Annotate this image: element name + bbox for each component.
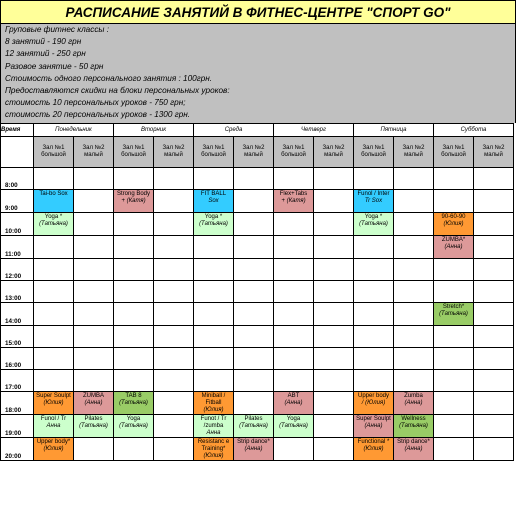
empty-cell: [314, 415, 354, 438]
empty-cell: [274, 213, 314, 236]
day-header: Пятница: [354, 124, 434, 137]
empty-cell: [34, 370, 74, 392]
empty-cell: [314, 303, 354, 326]
class-cell[interactable]: [434, 236, 474, 259]
hall-1-header: Зал №1 большой: [34, 137, 74, 168]
class-trainer: (Анна): [444, 244, 463, 250]
empty-cell: [74, 236, 114, 259]
empty-cell: [274, 236, 314, 259]
class-cell[interactable]: [274, 392, 314, 415]
empty-cell: [154, 213, 194, 236]
class-cell[interactable]: [394, 392, 434, 415]
empty-cell: [114, 348, 154, 370]
class-trainer: (Анна): [284, 400, 303, 406]
class-trainer: (Татьяна): [39, 221, 68, 227]
time-slot: 14:00: [1, 303, 34, 326]
class-trainer: (Анна): [84, 400, 103, 406]
empty-cell: [314, 370, 354, 392]
empty-cell: [74, 438, 114, 461]
empty-cell: [194, 326, 234, 348]
time-slot: 18:00: [1, 392, 34, 415]
empty-cell: [234, 326, 274, 348]
empty-cell: [474, 348, 514, 370]
empty-cell: [154, 392, 194, 415]
empty-cell: [474, 303, 514, 326]
pricing-line: 8 занятий - 190 грн: [5, 37, 82, 47]
empty-cell: [434, 259, 474, 281]
empty-cell: [474, 190, 514, 213]
empty-cell: [234, 281, 274, 303]
hall-1-header: Зал №1 большой: [274, 137, 314, 168]
class-name: Strip dance*: [397, 439, 430, 445]
empty-cell: [194, 303, 234, 326]
empty-cell: [434, 326, 474, 348]
class-cell[interactable]: [34, 190, 74, 213]
class-cell[interactable]: [194, 415, 234, 438]
empty-cell: [34, 236, 74, 259]
class-name: Resistanc e Training*: [197, 439, 230, 452]
class-trainer: (Юлия): [363, 446, 384, 452]
empty-cell: [314, 438, 354, 461]
empty-cell: [314, 168, 354, 190]
empty-cell: [474, 392, 514, 415]
day-header: Среда: [194, 124, 274, 137]
class-trainer: Анна: [206, 430, 221, 436]
pricing-line: стоимость 20 персональных уроков - 1300 грн.: [5, 110, 191, 120]
class-name: TAB 8: [125, 393, 142, 399]
empty-cell: [194, 168, 234, 190]
class-name: Stretch*: [442, 304, 465, 310]
empty-cell: [74, 370, 114, 392]
empty-cell: [354, 348, 394, 370]
class-trainer: + (Катя): [281, 198, 306, 204]
empty-cell: [114, 213, 154, 236]
empty-cell: [274, 259, 314, 281]
class-trainer: (Татьяна): [119, 400, 148, 406]
class-cell[interactable]: [34, 392, 74, 415]
empty-cell: [314, 348, 354, 370]
empty-cell: [314, 236, 354, 259]
hall-2-header: Зал №2 малый: [314, 137, 354, 168]
hall-1-header: Зал №1 большой: [434, 137, 474, 168]
empty-cell: [394, 303, 434, 326]
empty-cell: [234, 348, 274, 370]
day-header: Суббота: [434, 124, 514, 137]
class-cell[interactable]: [354, 438, 394, 461]
class-name: Super Soulpt: [36, 393, 71, 399]
empty-cell: [74, 190, 114, 213]
class-trainer: (Татьяна): [279, 423, 308, 429]
hall-1-header: Зал №1 большой: [194, 137, 234, 168]
empty-cell: [234, 303, 274, 326]
day-header: Четверг: [274, 124, 354, 137]
class-name: ZUMBA*: [441, 237, 466, 243]
empty-cell: [114, 326, 154, 348]
empty-cell: [74, 259, 114, 281]
class-name: Super Soulpt: [356, 416, 391, 422]
empty-cell: [154, 415, 194, 438]
hall-2-header: Зал №2 малый: [234, 137, 274, 168]
empty-cell: [474, 438, 514, 461]
empty-cell: [274, 438, 314, 461]
empty-cell: [314, 281, 354, 303]
empty-cell: [234, 236, 274, 259]
class-cell[interactable]: [274, 415, 314, 438]
class-cell[interactable]: [434, 213, 474, 236]
empty-cell: [434, 392, 474, 415]
empty-cell: [74, 348, 114, 370]
empty-cell: [34, 326, 74, 348]
class-cell[interactable]: [34, 438, 74, 461]
empty-cell: [74, 281, 114, 303]
class-trainer: (Юлия): [43, 446, 64, 452]
class-name: Strip dance*: [237, 439, 270, 445]
empty-cell: [354, 370, 394, 392]
class-name: Zumba: [404, 393, 423, 399]
class-name: Pilates: [244, 416, 263, 422]
hall-2-header: Зал №2 малый: [394, 137, 434, 168]
class-trainer: (Татьяна): [439, 311, 468, 317]
class-cell[interactable]: [394, 438, 434, 461]
class-trainer: (Татьяна): [399, 423, 428, 429]
time-header: Время: [1, 124, 34, 137]
class-cell[interactable]: [34, 213, 74, 236]
pricing-line: 12 занятий - 250 грн: [5, 49, 86, 59]
empty-cell: [394, 190, 434, 213]
class-name: FIT BALL: [200, 191, 227, 197]
empty-cell: [314, 190, 354, 213]
pricing-info: [0, 24, 516, 123]
class-trainer: (Анна): [364, 423, 383, 429]
empty-cell: [34, 168, 74, 190]
time-slot: 19:00: [1, 415, 34, 438]
empty-cell: [114, 259, 154, 281]
empty-cell: [394, 259, 434, 281]
empty-cell: [234, 370, 274, 392]
class-cell[interactable]: [354, 190, 394, 213]
empty-cell: [114, 168, 154, 190]
class-trainer: (Татьяна): [359, 221, 388, 227]
empty-cell: [314, 213, 354, 236]
empty-cell: [34, 259, 74, 281]
class-trainer: (Юлия): [43, 400, 64, 406]
hall-blank: [1, 137, 34, 168]
empty-cell: [154, 236, 194, 259]
schedule-title: РАСПИСАНИЕ ЗАНЯТИЙ В ФИТНЕС-ЦЕНТРЕ "СПОРТ GO": [0, 0, 516, 24]
empty-cell: [354, 281, 394, 303]
empty-cell: [154, 190, 194, 213]
empty-cell: [354, 326, 394, 348]
empty-cell: [274, 281, 314, 303]
class-cell[interactable]: [114, 392, 154, 415]
class-cell[interactable]: [34, 415, 74, 438]
empty-cell: [194, 370, 234, 392]
empty-cell: [434, 168, 474, 190]
class-trainer: (Татьяна): [199, 221, 228, 227]
empty-cell: [474, 370, 514, 392]
hall-2-header: Зал №2 малый: [154, 137, 194, 168]
class-name: Yoga *: [204, 214, 223, 220]
pricing-line: Предоставляются скидки на блоки персональных уроков:: [5, 86, 230, 96]
empty-cell: [354, 303, 394, 326]
empty-cell: [154, 438, 194, 461]
class-name: Funol / Tr: [40, 416, 67, 422]
time-slot: 17:00: [1, 370, 34, 392]
empty-cell: [34, 281, 74, 303]
class-trainer: (Юлия): [203, 407, 224, 413]
class-name: Upper body: [357, 393, 390, 399]
empty-cell: [354, 168, 394, 190]
hall-1-header: Зал №1 большой: [114, 137, 154, 168]
class-name: Flex+Tabs: [279, 191, 308, 197]
empty-cell: [154, 326, 194, 348]
empty-cell: [354, 259, 394, 281]
empty-cell: [314, 392, 354, 415]
empty-cell: [434, 348, 474, 370]
class-cell[interactable]: [74, 392, 114, 415]
empty-cell: [234, 168, 274, 190]
class-trainer: / (Юлия): [361, 400, 386, 406]
class-cell[interactable]: [74, 415, 114, 438]
empty-cell: [194, 259, 234, 281]
empty-cell: [274, 168, 314, 190]
class-name: Wellness: [401, 416, 426, 422]
empty-cell: [274, 348, 314, 370]
empty-cell: [274, 326, 314, 348]
hall-2-header: Зал №2 малый: [474, 137, 514, 168]
empty-cell: [154, 348, 194, 370]
class-cell[interactable]: [194, 392, 234, 415]
class-name: Miniball / Fitball: [201, 393, 226, 406]
empty-cell: [234, 213, 274, 236]
class-trainer: Анна: [46, 423, 61, 429]
empty-cell: [234, 392, 274, 415]
empty-cell: [114, 236, 154, 259]
empty-cell: [154, 281, 194, 303]
time-slot: 10:00: [1, 213, 34, 236]
class-trainer: (Анна): [404, 446, 423, 452]
class-cell[interactable]: [234, 438, 274, 461]
class-cell[interactable]: [234, 415, 274, 438]
empty-cell: [234, 190, 274, 213]
empty-cell: [394, 213, 434, 236]
empty-cell: [434, 281, 474, 303]
class-name: Pilates: [84, 416, 103, 422]
class-name: Funot / Tr /zumba: [200, 416, 227, 429]
class-trainer: (Анна): [404, 400, 423, 406]
empty-cell: [74, 303, 114, 326]
day-header: Понедельник: [34, 124, 114, 137]
class-name: Upper body*: [36, 439, 71, 445]
class-cell[interactable]: [354, 392, 394, 415]
empty-cell: [394, 281, 434, 303]
empty-cell: [74, 213, 114, 236]
class-cell[interactable]: [114, 415, 154, 438]
empty-cell: [474, 213, 514, 236]
class-name: Yoga: [286, 416, 301, 422]
class-name: Yoga *: [364, 214, 383, 220]
class-name: Yoga: [126, 416, 141, 422]
class-trainer: (Юлия): [443, 221, 464, 227]
empty-cell: [314, 259, 354, 281]
pricing-line: стоимость 10 персональных уроков - 750 грн;: [5, 98, 186, 108]
time-slot: 8:00: [1, 168, 34, 190]
empty-cell: [154, 259, 194, 281]
schedule-grid: [0, 123, 514, 461]
empty-cell: [434, 190, 474, 213]
class-trainer: (Татьяна): [239, 423, 268, 429]
empty-cell: [394, 236, 434, 259]
time-slot: 11:00: [1, 236, 34, 259]
time-slot: 12:00: [1, 259, 34, 281]
class-trainer: + (Катя): [121, 198, 146, 204]
class-trainer: (Анна): [244, 446, 263, 452]
empty-cell: [474, 415, 514, 438]
empty-cell: [34, 348, 74, 370]
class-trainer: (Татьяна): [119, 423, 148, 429]
empty-cell: [114, 281, 154, 303]
empty-cell: [34, 303, 74, 326]
class-cell[interactable]: [194, 190, 234, 213]
class-name: ZUMBA: [83, 393, 104, 399]
hall-1-header: Зал №1 большой: [354, 137, 394, 168]
class-trainer: Tr Sox: [364, 198, 383, 204]
class-cell[interactable]: [274, 190, 314, 213]
empty-cell: [274, 370, 314, 392]
pricing-line: Груповые фитнес классы :: [5, 25, 110, 34]
empty-cell: [154, 168, 194, 190]
class-cell[interactable]: [114, 190, 154, 213]
empty-cell: [474, 259, 514, 281]
empty-cell: [434, 370, 474, 392]
empty-cell: [194, 236, 234, 259]
class-cell[interactable]: [394, 415, 434, 438]
class-cell[interactable]: [194, 213, 234, 236]
empty-cell: [154, 303, 194, 326]
empty-cell: [114, 303, 154, 326]
time-slot: 16:00: [1, 348, 34, 370]
empty-cell: [194, 281, 234, 303]
class-name: Strong Body: [116, 191, 151, 197]
empty-cell: [354, 236, 394, 259]
empty-cell: [314, 326, 354, 348]
class-name: 90-60-90: [441, 214, 466, 220]
class-cell[interactable]: [354, 213, 394, 236]
empty-cell: [474, 236, 514, 259]
empty-cell: [474, 168, 514, 190]
time-slot: 15:00: [1, 326, 34, 348]
empty-cell: [434, 438, 474, 461]
time-slot: 13:00: [1, 281, 34, 303]
class-trainer: (Юлия): [203, 453, 224, 459]
empty-cell: [234, 259, 274, 281]
empty-cell: [114, 438, 154, 461]
time-slot: 9:00: [1, 190, 34, 213]
empty-cell: [154, 370, 194, 392]
day-header: Вторник: [114, 124, 194, 137]
class-cell[interactable]: [194, 438, 234, 461]
empty-cell: [434, 415, 474, 438]
empty-cell: [394, 326, 434, 348]
class-cell[interactable]: [434, 303, 474, 326]
schedule-table: [0, 123, 514, 461]
empty-cell: [274, 303, 314, 326]
class-trainer: (Татьяна): [79, 423, 108, 429]
time-slot: 20:00: [1, 438, 34, 461]
class-name: Yoga *: [44, 214, 63, 220]
empty-cell: [474, 281, 514, 303]
pricing-line: Стоимость одного персонального занятия : 100грн.: [5, 73, 213, 83]
empty-cell: [194, 348, 234, 370]
class-name: Funol / Inter: [357, 191, 390, 197]
hall-2-header: Зал №2 малый: [74, 137, 114, 168]
empty-cell: [394, 348, 434, 370]
empty-cell: [74, 168, 114, 190]
pricing-line: Разовое занятие - 50 грн: [5, 61, 104, 71]
class-cell[interactable]: [354, 415, 394, 438]
empty-cell: [474, 326, 514, 348]
class-name: Functional *: [357, 439, 390, 445]
empty-cell: [394, 370, 434, 392]
class-trainer: Sox: [208, 198, 219, 204]
class-name: ABT: [287, 393, 300, 399]
class-name: Tai-bo Sox: [39, 191, 68, 197]
empty-cell: [74, 326, 114, 348]
empty-cell: [394, 168, 434, 190]
empty-cell: [114, 370, 154, 392]
